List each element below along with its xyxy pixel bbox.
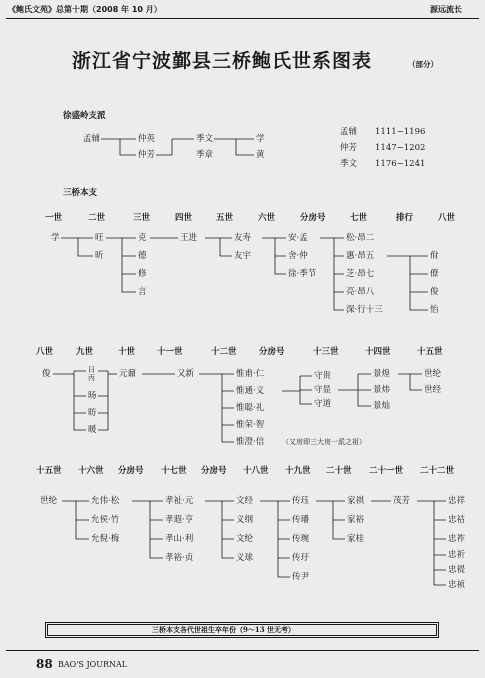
r3-g17-2: 孝山·利 — [165, 534, 194, 544]
r2-g12-3: 惟荣·智 — [236, 420, 265, 430]
r1-g3-3: 言 — [138, 287, 147, 297]
r2-gen-5: 分房号 — [259, 347, 285, 357]
r2-g13-0: 守贵 — [314, 371, 332, 381]
footer-rule — [6, 650, 479, 651]
r1-g3-1: 德 — [138, 251, 147, 261]
r3-g22-0: 忠祥 — [448, 496, 466, 506]
r1-gen-6: 分房号 — [300, 213, 326, 223]
r2-gen-4: 十二世 — [211, 347, 237, 357]
r2-g8: 俊 — [42, 369, 51, 379]
r3-g20-0: 家祺 — [347, 496, 365, 506]
r1-g7-4: 深·行十三 — [346, 305, 383, 315]
b1-gen2-0: 仲英 — [138, 134, 156, 144]
header-journal: 《鲍氏文苑》总第十期（2008 年 10 月） — [8, 5, 162, 14]
r2-g9-4: 暖 — [88, 425, 97, 435]
r3-g22-4: 忠禔 — [448, 565, 466, 575]
r1-g6-0: 安·孟 — [288, 233, 308, 243]
r2-g10: 元鼐 — [119, 369, 137, 379]
r3-g18-2: 文纶 — [236, 534, 254, 544]
r3-gen-6: 十九世 — [285, 466, 311, 476]
r1-g8-3: 怡 — [430, 305, 439, 315]
r1-g7-0: 松·昂二 — [346, 233, 375, 243]
year-name-0: 孟辅 — [340, 127, 358, 137]
r1-g7-1: 惠·昂五 — [346, 251, 375, 261]
r2-g9-0: 曰 — [88, 366, 95, 374]
r2-g12-4: 惟澄·信 — [236, 437, 265, 447]
b1-gen3-0: 季文 — [196, 134, 214, 144]
r3-g19-0: 传珏 — [292, 496, 310, 506]
r1-g8-2: 俊 — [430, 287, 439, 297]
r2-gen-0: 八世 — [36, 347, 54, 357]
r3-g20-2: 家桂 — [347, 534, 365, 544]
r2-gen-7: 十四世 — [365, 347, 391, 357]
r1-gen-4: 五世 — [216, 213, 234, 223]
branch2-label: 三桥本支 — [63, 188, 98, 198]
year-range-1: 1147~1202 — [375, 143, 426, 153]
b1-gen4-1: 黄 — [256, 150, 265, 160]
r2-g12-0: 惟甫·仁 — [236, 369, 265, 379]
r2-g14-0: 景煌 — [373, 369, 391, 379]
r1-gen-7: 七世 — [350, 213, 368, 223]
b1-gen1: 孟辅 — [83, 134, 101, 144]
r2-g9-1: 丙 — [88, 374, 95, 382]
footnote-text: 三桥本支各代世祖生卒年份（9～13 世无考） — [152, 625, 296, 634]
r2-g9-2: 旸 — [88, 391, 97, 401]
title-note: （部分） — [408, 60, 438, 69]
r1-gen-3: 四世 — [175, 213, 193, 223]
r3-gen-4: 分房号 — [201, 466, 227, 476]
r3-g17-3: 孝裕·贞 — [165, 553, 194, 563]
r3-g17-0: 孝祉·元 — [165, 496, 194, 506]
b1-gen4-0: 学 — [256, 134, 265, 144]
r2-g14-1: 景炜 — [373, 385, 391, 395]
r3-g18-0: 文经 — [236, 496, 254, 506]
r3-gen-8: 二十一世 — [369, 466, 404, 476]
r2-g13-1: 守显 — [314, 385, 332, 395]
r3-g19-4: 传尹 — [292, 572, 310, 582]
r3-g22-5: 忠祯 — [448, 580, 466, 590]
r3-g19-3: 传玗 — [292, 553, 310, 563]
r2-g12-note: （又房即三大房一派之祖） — [282, 438, 366, 446]
r1-gen-0: 一世 — [45, 213, 63, 223]
r2-g15-0: 世纶 — [424, 369, 442, 379]
r3-g15: 世纶 — [40, 496, 58, 506]
page-title: 浙江省宁波鄞县三桥鲍氏世系图表 — [72, 50, 373, 72]
r3-g19-2: 传琬 — [292, 534, 310, 544]
r3-g22-3: 忠祈 — [448, 550, 466, 560]
r3-g20-1: 家裕 — [347, 515, 365, 525]
r1-g1: 学 — [51, 233, 60, 243]
r2-g9-3: 昉 — [88, 408, 97, 418]
year-range-0: 1111~1196 — [375, 127, 426, 137]
r1-g7-3: 亮·昂八 — [346, 287, 375, 297]
b1-gen2-1: 仲芳 — [138, 150, 156, 160]
r3-g16-2: 允倪·梅 — [91, 534, 120, 544]
r3-gen-3: 十七世 — [161, 466, 187, 476]
r1-g6-2: 徐·季节 — [288, 269, 317, 279]
r1-g2-0: 旺 — [95, 233, 104, 243]
r2-gen-8: 十五世 — [417, 347, 443, 357]
r2-g12-1: 惟通·义 — [236, 386, 265, 396]
r3-g22-2: 忠祚 — [448, 534, 466, 544]
r1-gen-8: 排行 — [396, 213, 414, 223]
b1-gen3-1: 季章 — [196, 150, 214, 160]
r1-g8-1: 僚 — [430, 269, 439, 279]
r2-g11: 又新 — [177, 369, 195, 379]
r3-g19-1: 传璠 — [292, 515, 310, 525]
r2-gen-3: 十一世 — [157, 347, 183, 357]
r3-g16-0: 允伟·松 — [91, 496, 120, 506]
r2-g14-2: 景灿 — [373, 401, 391, 411]
journal-name: BAO'S JOURNAL — [58, 660, 128, 669]
r3-gen-7: 二十世 — [326, 466, 352, 476]
r1-gen-2: 三世 — [133, 213, 151, 223]
r3-gen-9: 二十二世 — [420, 466, 455, 476]
r1-g4: 王进 — [180, 233, 198, 243]
r1-g5-0: 友寿 — [234, 233, 252, 243]
r1-g7-2: 芝·昂七 — [346, 269, 375, 279]
year-name-1: 仲芳 — [340, 143, 358, 153]
r2-g15-1: 世经 — [424, 385, 442, 395]
r1-gen-1: 二世 — [88, 213, 106, 223]
page-number: 88 — [36, 657, 53, 671]
r3-g17-1: 孝遐·亨 — [165, 515, 194, 525]
r3-gen-2: 分房号 — [118, 466, 144, 476]
year-range-2: 1176~1241 — [375, 159, 426, 169]
r1-gen-5: 六世 — [258, 213, 276, 223]
r3-gen-5: 十八世 — [243, 466, 269, 476]
r1-g2-1: 昕 — [95, 251, 104, 261]
r2-g13-2: 守道 — [314, 399, 332, 409]
r3-gen-0: 十五世 — [36, 466, 62, 476]
r1-gen-9: 八世 — [438, 213, 456, 223]
r2-g12-2: 惟聪·礼 — [236, 403, 265, 413]
r3-g16-1: 允侯·竹 — [91, 515, 120, 525]
r3-g18-1: 义纲 — [236, 515, 254, 525]
r2-gen-1: 九世 — [76, 347, 94, 357]
r3-g22-1: 忠祜 — [448, 515, 466, 525]
r1-g5-1: 友宇 — [234, 251, 252, 261]
r1-g6-1: 舍·仲 — [288, 251, 308, 261]
r3-g21: 茂芳 — [393, 496, 411, 506]
r1-g3-2: 修 — [138, 269, 147, 279]
r2-gen-2: 十世 — [118, 347, 136, 357]
r1-g3-0: 克 — [138, 233, 147, 243]
r3-g18-3: 义球 — [236, 553, 254, 563]
r3-gen-1: 十六世 — [78, 466, 104, 476]
year-name-2: 季文 — [340, 159, 358, 169]
branch1-label: 徐盛岭支派 — [63, 111, 106, 121]
r2-gen-6: 十三世 — [313, 347, 339, 357]
header-section: 源远流长 — [430, 5, 462, 14]
r1-g8-0: 佾 — [430, 251, 439, 261]
